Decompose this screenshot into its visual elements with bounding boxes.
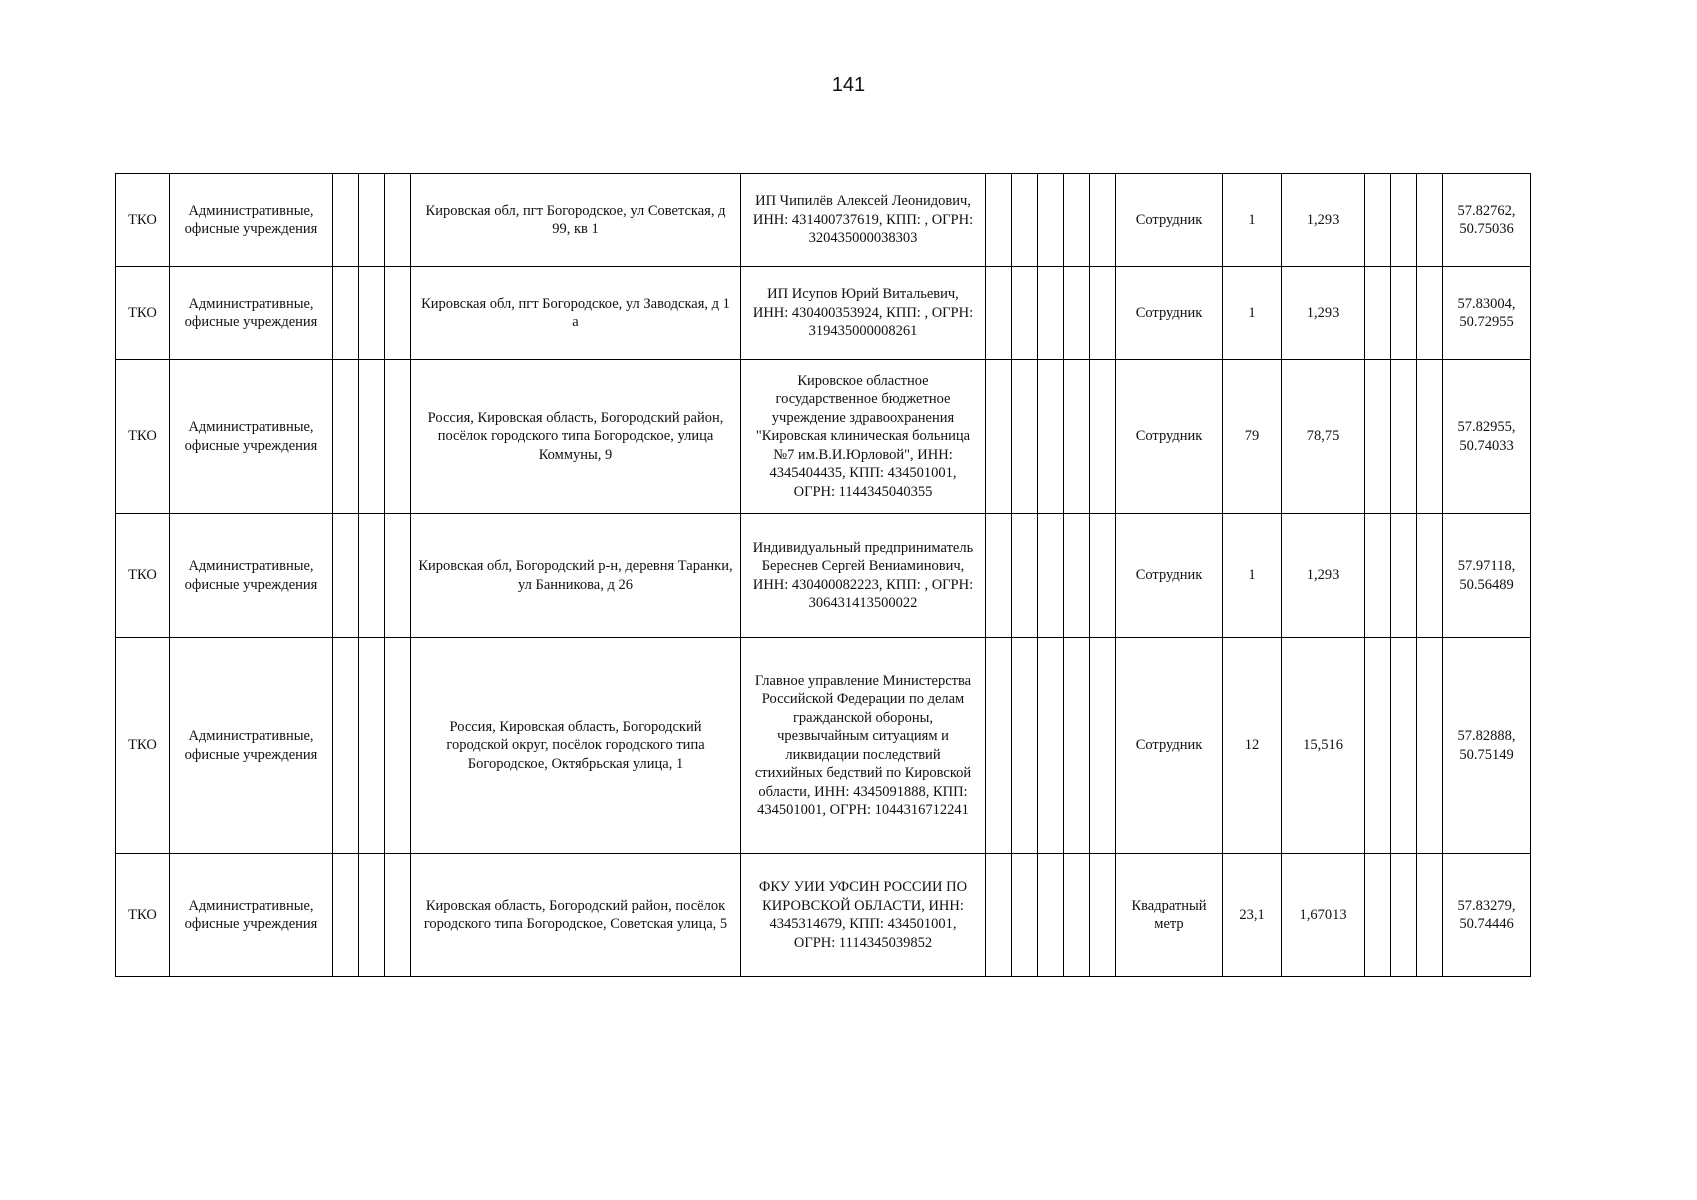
empty-cell xyxy=(1038,267,1064,360)
empty-cell xyxy=(1417,360,1443,514)
owner-cell: ФКУ УИИ УФСИН РОССИИ ПО КИРОВСКОЙ ОБЛАСТИ, ИНН: 4345314679, КПП: 434501001, ОГРН: 1114345039852 xyxy=(741,854,986,977)
empty-cell xyxy=(1012,267,1038,360)
empty-cell xyxy=(986,267,1012,360)
coordinates-cell: 57.97118, 50.56489 xyxy=(1443,514,1531,638)
owner-cell: ИП Исупов Юрий Витальевич, ИНН: 430400353924, КПП: , ОГРН: 319435000008261 xyxy=(741,267,986,360)
coordinates-cell: 57.82888, 50.75149 xyxy=(1443,638,1531,854)
unit-cell: Сотрудник xyxy=(1116,638,1223,854)
empty-cell xyxy=(359,514,385,638)
address-cell: Россия, Кировская область, Богородский район, посёлок городского типа Богородское, улица Коммуны, 9 xyxy=(411,360,741,514)
empty-cell xyxy=(1365,267,1391,360)
empty-cell xyxy=(986,638,1012,854)
owner-cell: Кировское областное государственное бюджетное учреждение здравоохранения "Кировская клиническая больница №7 им.В.И.Юрловой", ИНН: 4345404435, КПП: 434501001, ОГРН: 1144345040355 xyxy=(741,360,986,514)
address-cell: Россия, Кировская область, Богородский городской округ, посёлок городского типа Богородское, Октябрьская улица, 1 xyxy=(411,638,741,854)
empty-cell xyxy=(986,854,1012,977)
owner-cell: ИП Чипилёв Алексей Леонидович, ИНН: 431400737619, КПП: , ОГРН: 320435000038303 xyxy=(741,174,986,267)
empty-cell xyxy=(1090,638,1116,854)
quantity-cell: 1 xyxy=(1223,174,1282,267)
empty-cell xyxy=(1417,854,1443,977)
empty-cell xyxy=(359,360,385,514)
table-row xyxy=(116,514,1531,638)
waste-type-cell: ТКО xyxy=(116,267,170,360)
empty-cell xyxy=(1365,360,1391,514)
empty-cell xyxy=(385,174,411,267)
page-number: 141 xyxy=(831,74,866,96)
volume-cell: 1,67013 xyxy=(1282,854,1365,977)
empty-cell xyxy=(333,854,359,977)
empty-cell xyxy=(385,854,411,977)
empty-cell xyxy=(1064,174,1090,267)
quantity-cell: 12 xyxy=(1223,638,1282,854)
category-cell: Административные, офисные учреждения xyxy=(170,267,333,360)
empty-cell xyxy=(333,267,359,360)
empty-cell xyxy=(1064,638,1090,854)
empty-cell xyxy=(1365,638,1391,854)
address-cell: Кировская область, Богородский район, посёлок городского типа Богородское, Советская улица, 5 xyxy=(411,854,741,977)
empty-cell xyxy=(1064,854,1090,977)
empty-cell xyxy=(1090,854,1116,977)
volume-cell: 15,516 xyxy=(1282,638,1365,854)
empty-cell xyxy=(333,360,359,514)
empty-cell xyxy=(1038,514,1064,638)
quantity-cell: 79 xyxy=(1223,360,1282,514)
coordinates-cell: 57.82955, 50.74033 xyxy=(1443,360,1531,514)
empty-cell xyxy=(333,174,359,267)
volume-cell: 1,293 xyxy=(1282,174,1365,267)
empty-cell xyxy=(359,267,385,360)
empty-cell xyxy=(1012,854,1038,977)
empty-cell xyxy=(986,360,1012,514)
empty-cell xyxy=(1090,267,1116,360)
category-cell: Административные, офисные учреждения xyxy=(170,514,333,638)
empty-cell xyxy=(1391,174,1417,267)
empty-cell xyxy=(1417,638,1443,854)
empty-cell xyxy=(1012,638,1038,854)
table-row xyxy=(116,360,1531,514)
empty-cell xyxy=(1391,360,1417,514)
empty-cell xyxy=(1012,360,1038,514)
empty-cell xyxy=(1064,360,1090,514)
empty-cell xyxy=(1038,360,1064,514)
empty-cell xyxy=(333,514,359,638)
coordinates-cell: 57.83279, 50.74446 xyxy=(1443,854,1531,977)
volume-cell: 1,293 xyxy=(1282,267,1365,360)
waste-type-cell: ТКО xyxy=(116,360,170,514)
table-row xyxy=(116,267,1531,360)
empty-cell xyxy=(1417,267,1443,360)
empty-cell xyxy=(385,267,411,360)
empty-cell xyxy=(1417,174,1443,267)
unit-cell: Сотрудник xyxy=(1116,514,1223,638)
empty-cell xyxy=(359,854,385,977)
empty-cell xyxy=(359,174,385,267)
empty-cell xyxy=(359,638,385,854)
empty-cell xyxy=(1391,638,1417,854)
empty-cell xyxy=(986,514,1012,638)
owner-cell: Главное управление Министерства Российской Федерации по делам гражданской обороны, чрезвычайным ситуациям и ликвидации последствий стихийных бедствий по Кировской области, ИНН: 4345091888, КПП: 434501001, ОГРН: 1044316712241 xyxy=(741,638,986,854)
registry-table xyxy=(115,173,1531,977)
empty-cell xyxy=(1012,174,1038,267)
empty-cell xyxy=(1064,267,1090,360)
owner-cell: Индивидуальный предприниматель Береснев Сергей Вениаминович, ИНН: 430400082223, КПП: , ОГРН: 306431413500022 xyxy=(741,514,986,638)
empty-cell xyxy=(385,638,411,854)
empty-cell xyxy=(1038,854,1064,977)
empty-cell xyxy=(385,360,411,514)
quantity-cell: 1 xyxy=(1223,514,1282,638)
empty-cell xyxy=(333,638,359,854)
unit-cell: Сотрудник xyxy=(1116,360,1223,514)
empty-cell xyxy=(385,514,411,638)
address-cell: Кировская обл, Богородский р-н, деревня Таранки, ул Банникова, д 26 xyxy=(411,514,741,638)
table-row xyxy=(116,638,1531,854)
table-row xyxy=(116,174,1531,267)
empty-cell xyxy=(1064,514,1090,638)
unit-cell: Сотрудник xyxy=(1116,267,1223,360)
quantity-cell: 1 xyxy=(1223,267,1282,360)
volume-cell: 78,75 xyxy=(1282,360,1365,514)
empty-cell xyxy=(1365,514,1391,638)
address-cell: Кировская обл, пгт Богородское, ул Советская, д 99, кв 1 xyxy=(411,174,741,267)
unit-cell: Квадратный метр xyxy=(1116,854,1223,977)
empty-cell xyxy=(1365,174,1391,267)
volume-cell: 1,293 xyxy=(1282,514,1365,638)
coordinates-cell: 57.82762, 50.75036 xyxy=(1443,174,1531,267)
empty-cell xyxy=(986,174,1012,267)
empty-cell xyxy=(1391,267,1417,360)
address-cell: Кировская обл, пгт Богородское, ул Заводская, д 1 а xyxy=(411,267,741,360)
empty-cell xyxy=(1090,360,1116,514)
empty-cell xyxy=(1417,514,1443,638)
waste-type-cell: ТКО xyxy=(116,514,170,638)
waste-type-cell: ТКО xyxy=(116,638,170,854)
empty-cell xyxy=(1365,854,1391,977)
quantity-cell: 23,1 xyxy=(1223,854,1282,977)
empty-cell xyxy=(1038,638,1064,854)
category-cell: Административные, офисные учреждения xyxy=(170,360,333,514)
category-cell: Административные, офисные учреждения xyxy=(170,638,333,854)
empty-cell xyxy=(1038,174,1064,267)
empty-cell xyxy=(1090,174,1116,267)
category-cell: Административные, офисные учреждения xyxy=(170,174,333,267)
empty-cell xyxy=(1090,514,1116,638)
empty-cell xyxy=(1391,854,1417,977)
waste-type-cell: ТКО xyxy=(116,854,170,977)
table-row xyxy=(116,854,1531,977)
unit-cell: Сотрудник xyxy=(1116,174,1223,267)
empty-cell xyxy=(1012,514,1038,638)
category-cell: Административные, офисные учреждения xyxy=(170,854,333,977)
coordinates-cell: 57.83004, 50.72955 xyxy=(1443,267,1531,360)
waste-type-cell: ТКО xyxy=(116,174,170,267)
empty-cell xyxy=(1391,514,1417,638)
